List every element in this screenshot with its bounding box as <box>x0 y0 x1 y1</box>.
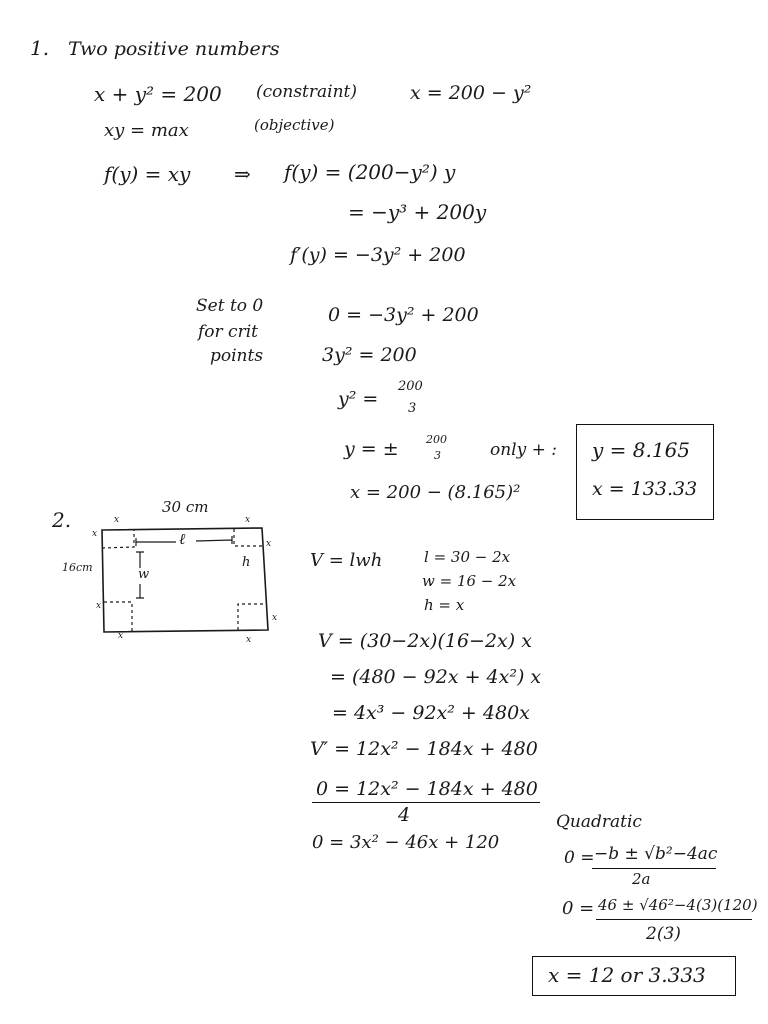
problem-2-number: 2. <box>52 508 72 532</box>
constraint-note: (constraint) <box>256 82 358 102</box>
crit-step-1: 0 = −3y² + 200 <box>328 304 479 326</box>
substituted-denominator: 2(3) <box>646 924 681 944</box>
length-definition: l = 30 − 2x <box>424 548 511 566</box>
corner-x-label: x <box>96 601 102 611</box>
crit-step-3-denominator: 3 <box>408 401 417 416</box>
problem-1-number: 1. <box>30 36 50 60</box>
corner-x-label: x <box>272 613 278 623</box>
quadratic-fraction-bar <box>592 868 716 869</box>
corner-x-label: x <box>118 631 124 641</box>
length-label: ℓ <box>179 530 186 548</box>
quadratic-lhs: 0 = <box>564 848 595 868</box>
solve-for-x: x = 200 − y² <box>410 82 532 104</box>
note-set-to-zero: Set to 0 <box>196 296 264 316</box>
x-calculation: x = 200 − (8.165)² <box>350 482 521 503</box>
crit-step-3-numerator: 200 <box>398 379 423 394</box>
implies-arrow: ⇒ <box>234 162 251 186</box>
note-points: points <box>210 346 264 366</box>
objective-note: (objective) <box>254 116 335 134</box>
crit-step-4-lhs: y = ± <box>344 438 399 460</box>
f-definition: f(y) = xy <box>104 162 191 186</box>
problem-1-title: Two positive numbers <box>68 38 280 60</box>
quadratic-numerator: −b ± √b²−4ac <box>594 844 718 864</box>
corner-x-label: x <box>114 515 120 525</box>
cut-line-top-left <box>102 530 134 548</box>
quadratic-label: Quadratic <box>556 812 642 832</box>
crit-step-2: 3y² = 200 <box>322 344 417 366</box>
final-answer: x = 12 or 3.333 <box>548 963 706 987</box>
volume-expanded: = 4x³ − 92x² + 480x <box>332 702 530 724</box>
side-dimension-label: 16cm <box>62 561 93 574</box>
crit-step-4-denominator: 3 <box>434 449 441 462</box>
divisor: 4 <box>398 804 411 826</box>
f-prime: f′(y) = −3y² + 200 <box>290 244 466 266</box>
substituted-fraction-bar <box>596 919 752 920</box>
zero-equation: 0 = 12x² − 184x + 480 <box>316 778 538 800</box>
crit-step-4-numerator: 200 <box>426 433 447 446</box>
cut-line-top-right <box>234 529 263 546</box>
only-positive-note: only + : <box>490 440 558 460</box>
division-bar <box>312 802 540 803</box>
height-definition: h = x <box>424 596 465 614</box>
width-definition: w = 16 − 2x <box>422 572 517 590</box>
objective-equation: xy = max <box>104 120 189 141</box>
reduced-equation: 0 = 3x² − 46x + 120 <box>312 832 500 853</box>
corner-x-label: x <box>266 539 272 549</box>
volume-multiplied: = (480 − 92x + 4x²) x <box>330 666 542 688</box>
width-label: w <box>138 567 150 582</box>
volume-substituted: V = (30−2x)(16−2x) x <box>318 630 532 652</box>
volume-definition: V = lwh <box>310 550 383 571</box>
constraint-equation: x + y² = 200 <box>94 82 222 106</box>
corner-x-label: x <box>245 515 251 525</box>
corner-x-label: x <box>246 635 252 645</box>
f-substituted: f(y) = (200−y²) y <box>284 160 456 184</box>
answer-y: y = 8.165 <box>592 438 691 462</box>
quadratic-denominator: 2a <box>632 870 651 888</box>
height-label: h <box>242 555 251 570</box>
cut-line-bottom-right <box>238 604 267 630</box>
crit-step-3-lhs: y² = <box>338 388 379 410</box>
corner-x-label: x <box>92 529 98 539</box>
substituted-numerator: 46 ± √46²−4(3)(120) <box>598 896 758 914</box>
answer-x: x = 133.33 <box>592 478 698 500</box>
f-expanded: = −y³ + 200y <box>348 200 487 224</box>
top-dimension-label: 30 cm <box>162 498 209 516</box>
note-for-crit: for crit <box>198 322 258 342</box>
volume-derivative: V′ = 12x² − 184x + 480 <box>310 738 538 760</box>
substituted-lhs: 0 = <box>562 898 595 919</box>
cut-line-bottom-left <box>104 602 132 631</box>
